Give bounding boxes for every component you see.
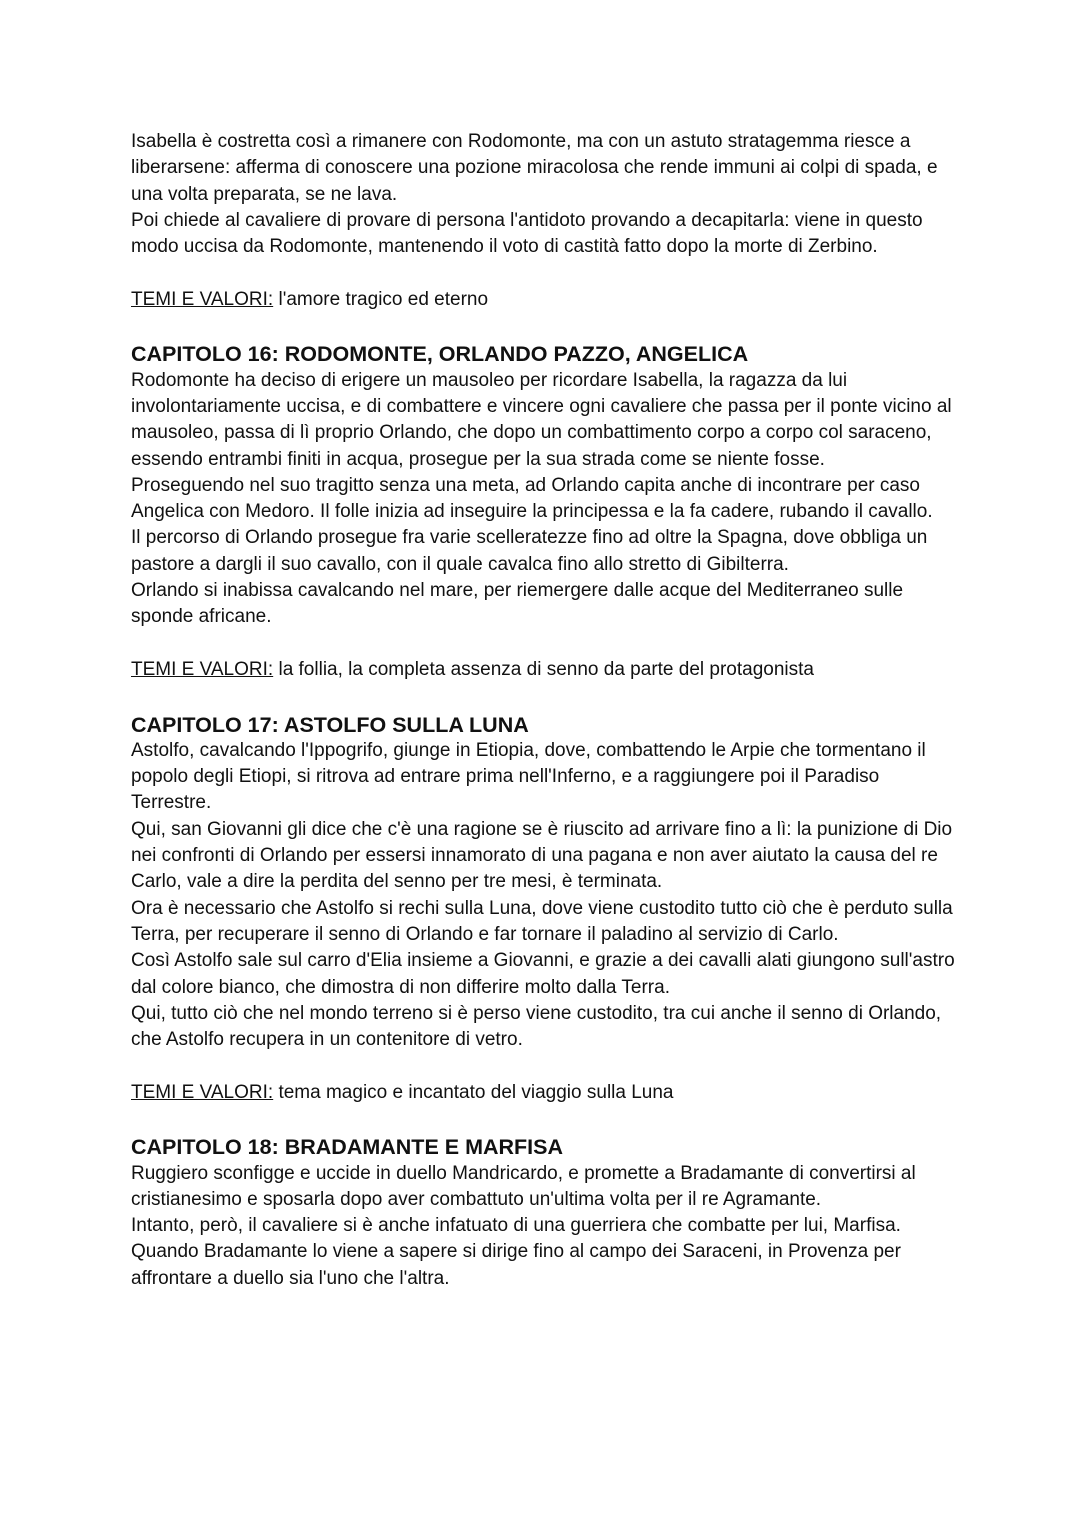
blank-line	[131, 683, 961, 709]
paragraph: Intanto, però, il cavaliere si è anche infatuato di una guerriera che combatte per lui, Marfisa.	[131, 1215, 901, 1237]
paragraph: Rodomonte ha deciso di erigere un mausoleo per ricordare Isabella, la ragazza da lui involontariamente uccisa, e di combattere e vincere ogni cavaliere che passa per il ponte vicino al mausoleo, passa di lì proprio Orlando, che dopo un combattimento corpo a corpo col saraceno, essendo entrambi finiti in acqua, prosegue per la sua strada come se niente fosse.	[131, 369, 952, 470]
paragraph: Qui, san Giovanni gli dice che c'è una ragione se è riuscito ad arrivare fino a lì: la punizione di Dio nei confronti di Orlando per essersi innamorato di una pagana e non aver aiutato la causa del re Carlo, vale a dire la perdita del senno per tre mesi, è terminata.	[131, 818, 953, 893]
themes-text: l'amore tragico ed eterno	[273, 288, 489, 310]
chapter-title: CAPITOLO 18: BRADAMANTE E MARFISA	[131, 1135, 564, 1160]
intro-section	[131, 129, 961, 339]
themes-line	[131, 1080, 961, 1106]
paragraph: Orlando si inabissa cavalcando nel mare, per riemergere dalle acque del Mediterraneo sulle sponde africane.	[131, 580, 904, 628]
blank-line	[131, 1106, 961, 1132]
paragraph: Ruggiero sconfigge e uccide in duello Mandricardo, e promette a Bradamante di convertirsi al cristianesimo e sposarla dopo aver combattuto un'ultima volta per il re Agramante.	[131, 1162, 916, 1210]
paragraph: Proseguendo nel suo tragitto senza una meta, ad Orlando capita anche di incontrare per caso Angelica con Medoro. Il folle inizia ad inseguire la principessa e la fa cadere, rubando il cavallo.	[131, 474, 933, 523]
paragraph: Il percorso di Orlando prosegue fra varie scelleratezze fino ad oltre la Spagna, dove obbliga un pastore a dargli il suo cavallo, con il quale cavalca fino allo stretto di Gibilterra.	[131, 527, 928, 575]
blank-line	[131, 631, 961, 657]
chapter-title: CAPITOLO 16: RODOMONTE, ORLANDO PAZZO, ANGELICA	[131, 342, 749, 367]
themes-text: tema magico e incantato del viaggio sulla Luna	[273, 1081, 674, 1103]
chapter-16-section	[131, 339, 961, 709]
paragraph: Astolfo, cavalcando l'Ippogrifo, giunge in Etiopia, dove, combattendo le Arpie che tormentano il popolo degli Etiopi, si ritrova ad entrare prima nell'Inferno, e a raggiungere poi il Paradiso Terrestre.	[131, 739, 926, 814]
paragraph: Così Astolfo sale sul carro d'Elia insieme a Giovanni, e grazie a dei cavalli alati giungono sull'astro dal colore bianco, che dimostra di non differire molto dalla Terra.	[131, 950, 955, 998]
paragraph: Isabella è costretta così a rimanere con Rodomonte, ma con un astuto stratagemma riesce a liberarsene: afferma di conoscere una pozione miracolosa che rende immuni ai colpi di spada, e una volta preparata, se ne lava.	[131, 131, 938, 205]
themes-line	[131, 657, 961, 683]
paragraph: Qui, tutto ciò che nel mondo terreno si è perso viene custodito, tra cui anche il senno di Orlando, che Astolfo recupera in un contenitore di vetro.	[131, 1002, 942, 1051]
themes-label: TEMI E VALORI:	[131, 1081, 274, 1103]
themes-label: TEMI E VALORI:	[131, 288, 274, 310]
chapter-17-section	[131, 710, 961, 1133]
paragraph: Ora è necessario che Astolfo si rechi sulla Luna, dove viene custodito tutto ciò che è perduto sulla Terra, per recuperare il senno di Orlando e far tornare il paladino al servizio di Carlo.	[131, 897, 953, 945]
blank-line	[131, 1053, 961, 1079]
paragraph: Poi chiede al cavaliere di provare di persona l'antidoto provando a decapitarla: viene in questo modo uccisa da Rodomonte, mantenendo il voto di castità fatto dopo la morte di Zerbino.	[131, 209, 923, 258]
chapter-title: CAPITOLO 17: ASTOLFO SULLA LUNA	[131, 712, 529, 737]
document-page	[131, 129, 961, 1292]
chapter-18-section	[131, 1132, 961, 1292]
blank-line	[131, 260, 961, 286]
paragraph: Quando Bradamante lo viene a sapere si dirige fino al campo dei Saraceni, in Provenza per affrontare a duello sia l'uno che l'altra.	[131, 1241, 901, 1289]
themes-label: TEMI E VALORI:	[131, 658, 274, 680]
blank-line	[131, 313, 961, 339]
themes-text: la follia, la completa assenza di senno da parte del protagonista	[273, 658, 814, 680]
themes-line	[131, 287, 961, 313]
